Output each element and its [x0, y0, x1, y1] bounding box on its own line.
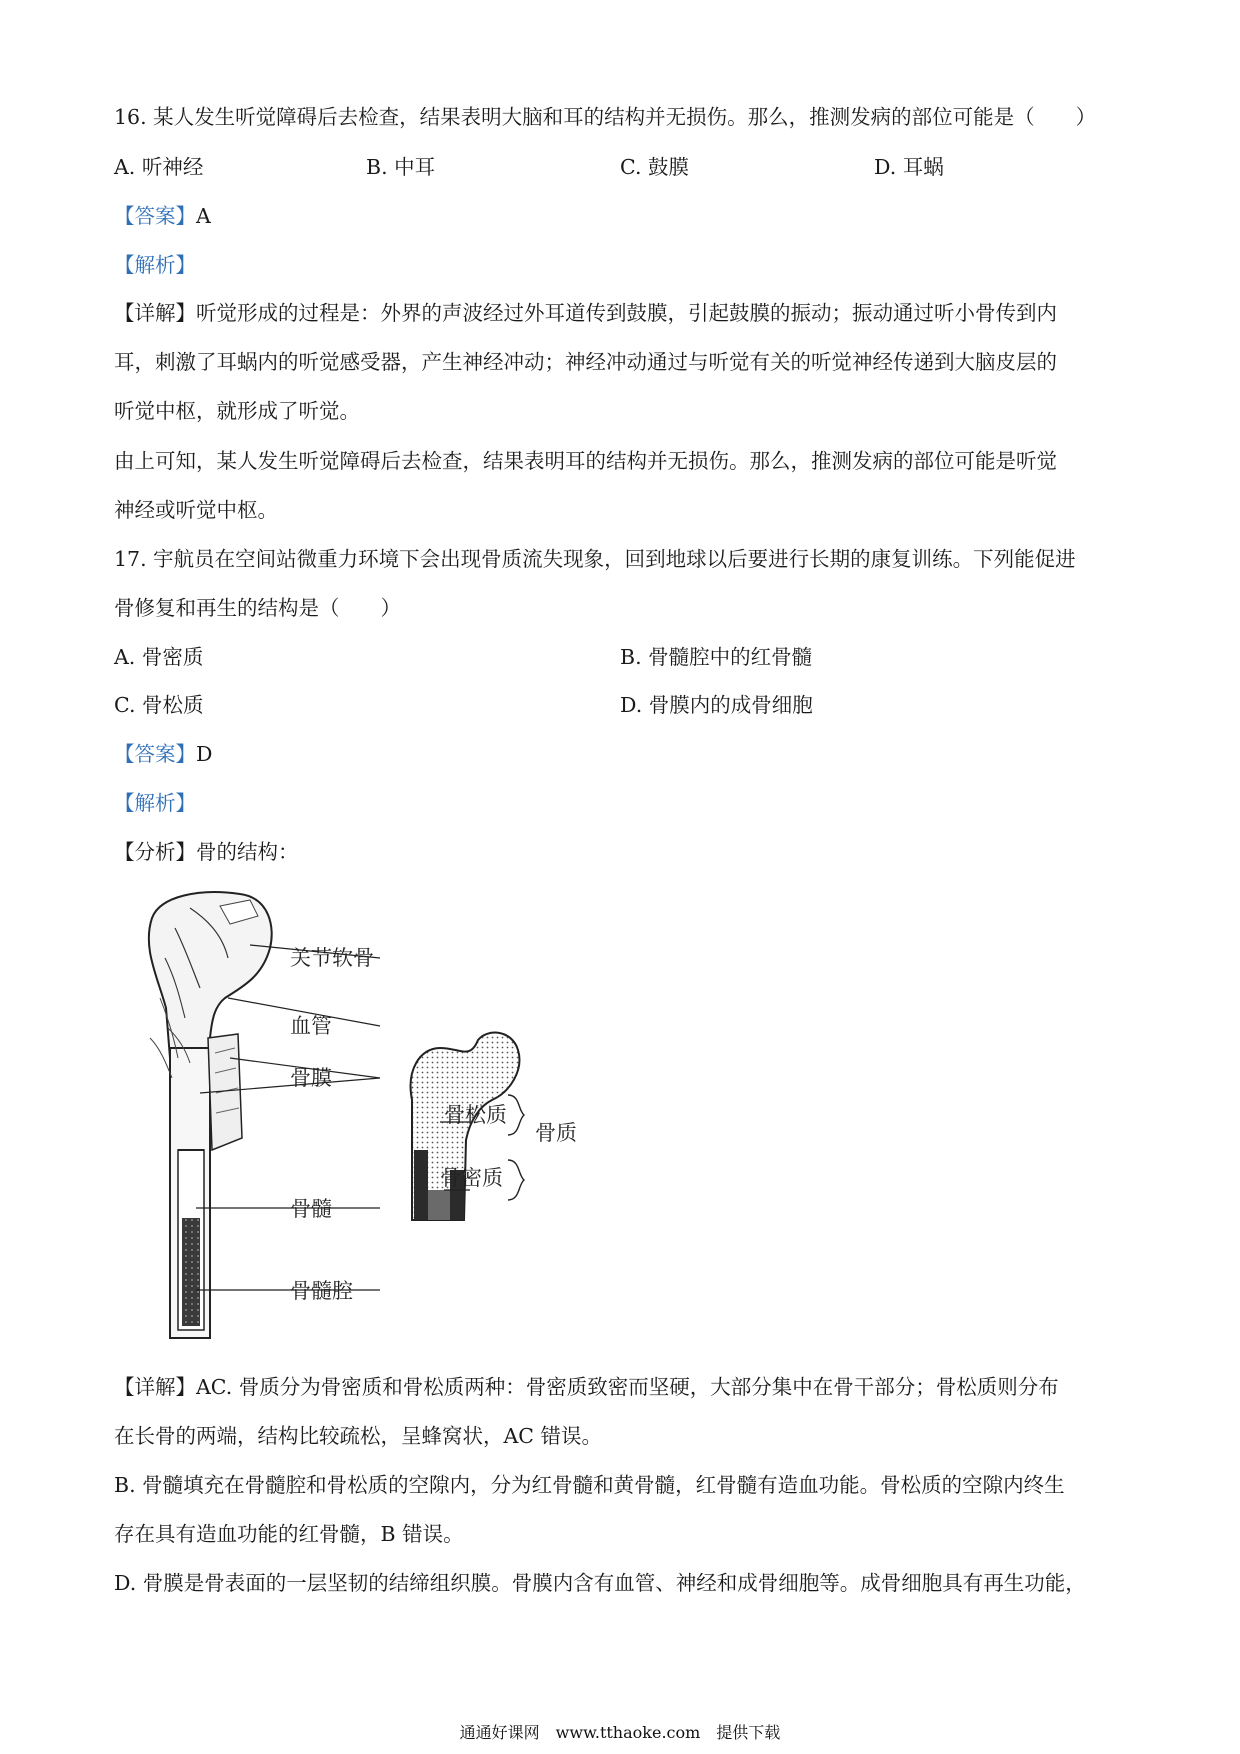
q17-detail-ac-2: 在长骨的两端，结构比较疏松，呈蜂窝状，AC 错误。 [114, 1424, 603, 1448]
q17-option-d: D. 骨膜内的成骨细胞 [620, 693, 813, 717]
q17-fenxi [114, 837, 1134, 867]
bone-substance-diagram [400, 1030, 630, 1230]
long-bone-diagram [130, 888, 430, 1358]
label-bone-substance: 骨质 [535, 1121, 577, 1145]
q17-analysis [114, 788, 1134, 818]
label-blood-vessel: 血管 [290, 1014, 332, 1038]
q16-analysis [114, 250, 1134, 280]
q16-conclusion-2: 神经或听觉中枢。 [114, 498, 278, 522]
q16-detail-3: 听觉中枢，就形成了听觉。 [114, 399, 360, 423]
label-marrow-cavity: 骨髓腔 [290, 1279, 353, 1303]
q16-option-d: D. 耳蜗 [874, 155, 944, 179]
label-articular-cartilage: 关节软骨 [290, 946, 374, 970]
label-periosteum: 骨膜 [290, 1066, 332, 1090]
label-spongy-bone: 骨松质 [444, 1103, 507, 1127]
q17-answer [114, 739, 1134, 769]
q17-detail-b-2: 存在具有造血功能的红骨髓，B 错误。 [114, 1522, 464, 1546]
q16-option-b: B. 中耳 [366, 155, 436, 179]
q16-detail-1 [114, 298, 1134, 328]
detail-text: 听觉形成的过程是：外界的声波经过外耳道传到鼓膜，引起鼓膜的振动；振动通过听小骨传到内 [196, 301, 1057, 325]
analysis-tag: 【解析】 [114, 791, 196, 815]
q17-option-b: B. 骨髓腔中的红骨髓 [620, 645, 813, 669]
detail-tag: 【详解】 [114, 1375, 196, 1399]
label-bone-marrow: 骨髓 [290, 1197, 332, 1221]
q16-option-a: A. 听神经 [114, 155, 204, 179]
q16-detail-2: 耳，刺激了耳蜗内的听觉感受器，产生神经冲动；神经冲动通过与听觉有关的听觉神经传递到大脑皮层的 [114, 350, 1057, 374]
q17-option-c: C. 骨松质 [114, 693, 204, 717]
q16-answer [114, 201, 1134, 231]
answer-tag: 【答案】 [114, 742, 196, 766]
answer-tag: 【答案】 [114, 204, 196, 228]
fenxi-text: 骨的结构： [196, 840, 299, 864]
analysis-tag: 【解析】 [114, 253, 196, 277]
detail-tag: 【详解】 [114, 301, 196, 325]
q17-stem-1: 17. 宇航员在空间站微重力环境下会出现骨质流失现象，回到地球以后要进行长期的康复训练。下列能促进 [114, 547, 1076, 571]
q16-option-c: C. 鼓膜 [620, 155, 689, 179]
fenxi-tag: 【分析】 [114, 840, 196, 864]
q17-detail-d-1: D. 骨膜是骨表面的一层坚韧的结缔组织膜。骨膜内含有血管、神经和成骨细胞等。成骨细胞具有再生功能， [114, 1571, 1086, 1595]
answer-value: D [196, 742, 213, 766]
label-compact-bone: 骨密质 [440, 1166, 503, 1190]
q16-stem: 16. 某人发生听觉障碍后去检查，结果表明大脑和耳的结构并无损伤。那么，推测发病的部位可能是（ ） [114, 105, 1097, 129]
detail-text: AC. 骨质分为骨密质和骨松质两种：骨密质致密而坚硬，大部分集中在骨干部分；骨松质则分布 [196, 1375, 1059, 1399]
page-footer: 通通好课网 www.tthaoke.com 提供下载 [459, 1723, 781, 1742]
q17-stem-2: 骨修复和再生的结构是（ ） [114, 596, 401, 620]
q16-conclusion-1: 由上可知，某人发生听觉障碍后去检查，结果表明耳的结构并无损伤。那么，推测发病的部位可能是听觉 [114, 449, 1057, 473]
q17-detail-ac-1 [114, 1372, 1134, 1402]
q17-option-a: A. 骨密质 [114, 645, 204, 669]
answer-value: A [196, 204, 211, 228]
q17-detail-b-1: B. 骨髓填充在骨髓腔和骨松质的空隙内，分为红骨髓和黄骨髓，红骨髓有造血功能。骨松质的空隙内终生 [114, 1473, 1065, 1497]
